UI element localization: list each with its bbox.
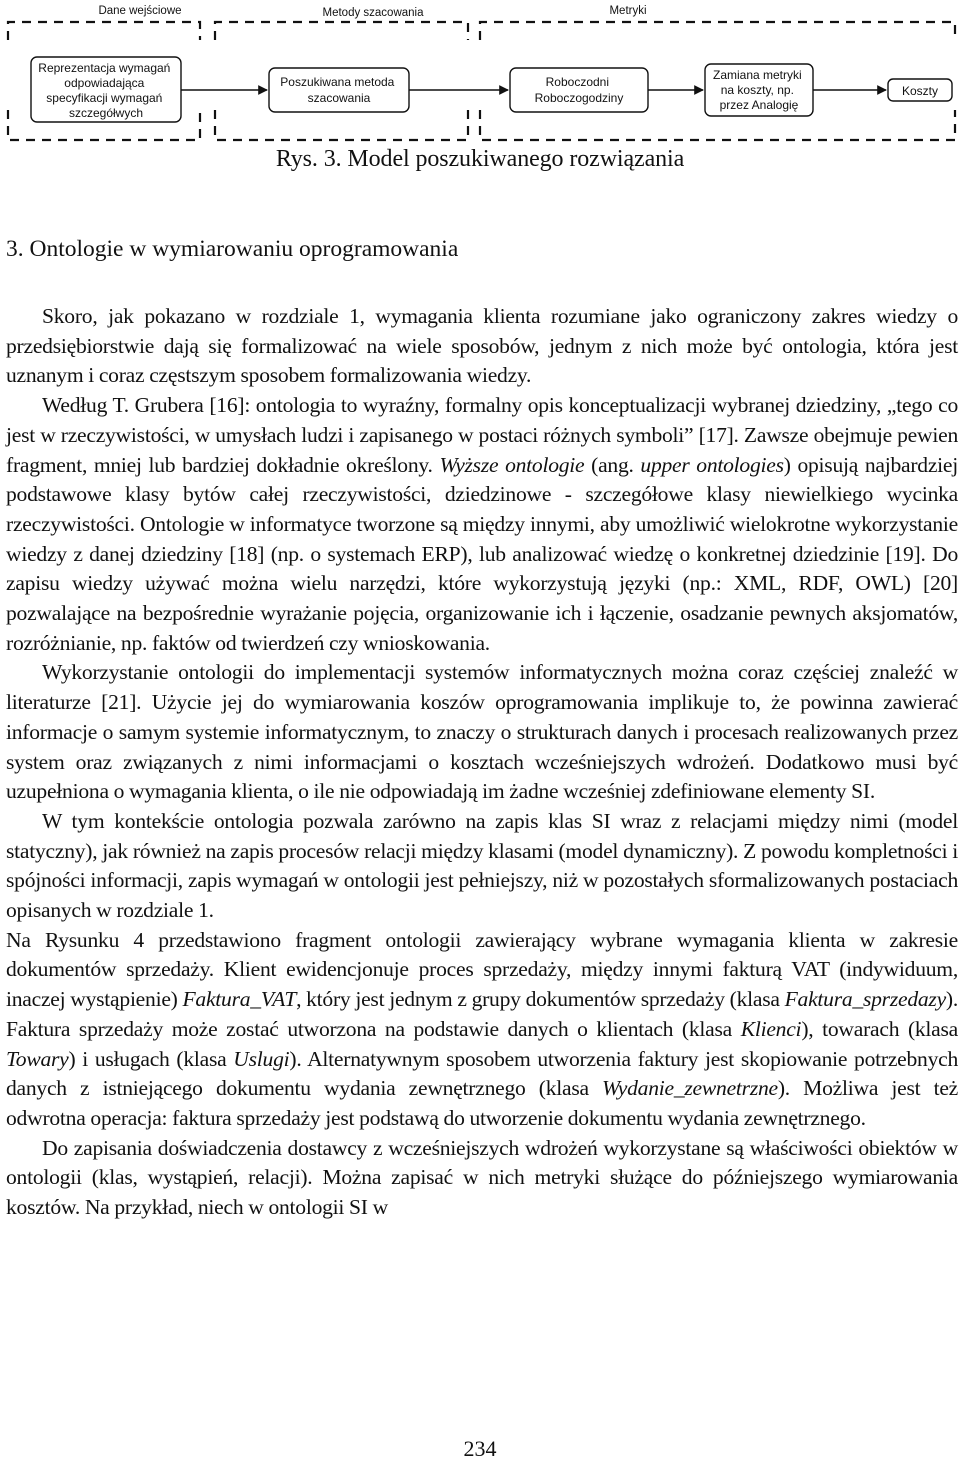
box-metric-conversion-text: Zamiana metryki na koszty, np. przez Analogię bbox=[712, 68, 802, 112]
text-run: ) opisują najbardziej podstawowe klasy bytów całej rzeczywistości, dziedzinowe - szczegółowe klasy niewielkiego wycinka rzeczywistości. Ontologie w informatyce tworzone są między innymi, aby umożliwić wielokrotne wykorzystanie wiedzy z danej dziedziny [18] (np. o systemach ERP), lub analizować wiedzę o konkretnej dziedzinie [19]. Do zapisu wiedzy używać można wielu narzędzi, które wykorzystują języki (np.: XML, RDF, OWL) [20] pozwalające na bezpośrednie wyrażanie pojęcia, organizowanie ich i łączenie, osadzanie pewnych aksjomatów, rozróżnianie, np. faktów od twierdzeń czy wnioskowania. bbox=[6, 452, 958, 655]
italic-term: Faktura_sprzedazy bbox=[784, 987, 946, 1012]
italic-term: Klienci bbox=[740, 1016, 802, 1041]
text-run: Skoro, jak pokazano w rozdziale 1, wymagania klienta rozumiane jako ograniczony zakres wiedzy o przedsiębiorstwie dają się formalizować na wiele sposobów, jednym z nich może być ontologia, która jest uznanym i coraz częstszym sposobem formalizowania wiedzy. bbox=[6, 304, 958, 388]
text-run: Wykorzystanie ontologii do implementacji systemów informatycznych można coraz częściej znaleźć w literaturze [21]. Użycie jej do wymiarowania koszów oprogramowania implikuje to, że powinna zawierać informacje o samym systemie informatycznym, to znaczy o strukturach danych i procesach realizowanych przez system oraz związanych z nimi informacjami o kosztach wcześniejszych wdrożeń. Dodatkowo musi być uzupełniona o wymagania klienta, o ile nie odpowiadają im żadne wcześniej zdefiniowane elementy SI. bbox=[6, 660, 958, 804]
box-man-days-text: Roboczodni Roboczogodziny bbox=[534, 75, 624, 105]
lane-label-metrics bbox=[600, 2, 656, 18]
lane-label-methods bbox=[310, 4, 436, 20]
text-run: ) i usługach (klasa bbox=[68, 1046, 234, 1071]
svg-text:Dane wejściowe: Dane wejściowe bbox=[98, 5, 182, 17]
figure-caption: Rys. 3. Model poszukiwanego rozwiązania bbox=[275, 146, 685, 172]
text-run: ). Alternatywnym sposobem utworzenia faktury jest skopiowanie potrzebnych danych z istniejącego dokumentu wydania zewnętrznego (klasa bbox=[6, 1046, 959, 1101]
text-run: Na Rysunku 4 przedstawiono fragment ontologii zawierający wybrane wymagania klienta w zakresie dokumentów sprzedaży. Klient ewidencjonuje proces sprzedaży, między innymi fakturą VAT (indywiduum, inaczej wystąpienie) bbox=[6, 927, 958, 1012]
text-run: Według T. Grubera [16]: ontologia to wyraźny, formalny opis konceptualizacji wybranej dziedziny, „tego co jest w rzeczywistości, w umysłach ludzi i zapisanego w postaci różnych symboli” [17]. Zawsze obejmuje pewien fragment, mniej lub bardziej dokładnie określony. bbox=[6, 393, 958, 477]
italic-term: Wydanie_zewnetrzne bbox=[602, 1076, 778, 1101]
paragraph bbox=[6, 302, 958, 391]
text-run: W tym kontekście ontologia pozwala zarówno na zapis klas SI wraz z relacjami między nimi (model statyczny), jak również na zapis procesów relacji między klasami (model dynamiczny). Z powodu kompletności i spójności informacji, zapis wymagań w ontologii jest pełniejszy, niż w pozostałych sformalizowanych postaciach opisanych w rozdziale 1. bbox=[6, 808, 958, 923]
svg-text:Metody szacowania: Metody szacowania bbox=[322, 7, 424, 19]
paragraph bbox=[6, 1134, 958, 1223]
italic-term: Towary bbox=[6, 1046, 69, 1071]
text-run: , który jest jednym z grupy dokumentów sprzedaży (klasa bbox=[296, 987, 785, 1012]
italic-term: upper ontologies bbox=[640, 452, 784, 477]
paragraph bbox=[6, 391, 958, 658]
text-run: ). Faktura sprzedaży może zostać utworzona na podstawie danych o klientach (klasa bbox=[6, 987, 958, 1041]
paragraph bbox=[6, 658, 958, 807]
page-number: 234 bbox=[463, 1436, 497, 1461]
section-heading: 3. Ontologie w wymiarowaniu oprogramowania bbox=[6, 236, 459, 262]
model-diagram-svg bbox=[0, 0, 960, 150]
box-estimation-method-text: Poszukiwana metoda szacowania bbox=[280, 75, 395, 105]
lane-label-inputs bbox=[90, 2, 190, 18]
text-run: (ang. bbox=[584, 452, 641, 477]
text-run: ). Możliwa jest też odwrotna operacja: faktura sprzedaży jest podstawą do utworzenie dokumentu wydania zewnętrznego. bbox=[6, 1076, 958, 1130]
text-run: ), towarach (klasa bbox=[801, 1016, 959, 1041]
italic-term: Uslugi bbox=[233, 1046, 290, 1071]
paragraph bbox=[6, 926, 958, 1134]
svg-text:Metryki: Metryki bbox=[609, 5, 647, 17]
italic-term: Wyższe ontologie bbox=[439, 452, 585, 477]
paragraph bbox=[6, 807, 958, 926]
box-costs-text: Koszty bbox=[901, 84, 939, 98]
model-diagram bbox=[0, 0, 960, 150]
text-run: Do zapisania doświadczenia dostawcy z wcześniejszych wdrożeń wykorzystane są właściwości obiektów w ontologii (klas, wystąpień, relacji). Można zapisać w nich metryki służące do późniejszego wymiarowania kosztów. Na przykład, niech w ontologii SI w bbox=[6, 1135, 958, 1220]
body-text bbox=[6, 302, 958, 1223]
box-requirements-text: Reprezentacja wymagań odpowiadająca specyfikacji wymagań szczegółwych bbox=[38, 61, 171, 120]
italic-term: Faktura_VAT bbox=[182, 987, 297, 1012]
